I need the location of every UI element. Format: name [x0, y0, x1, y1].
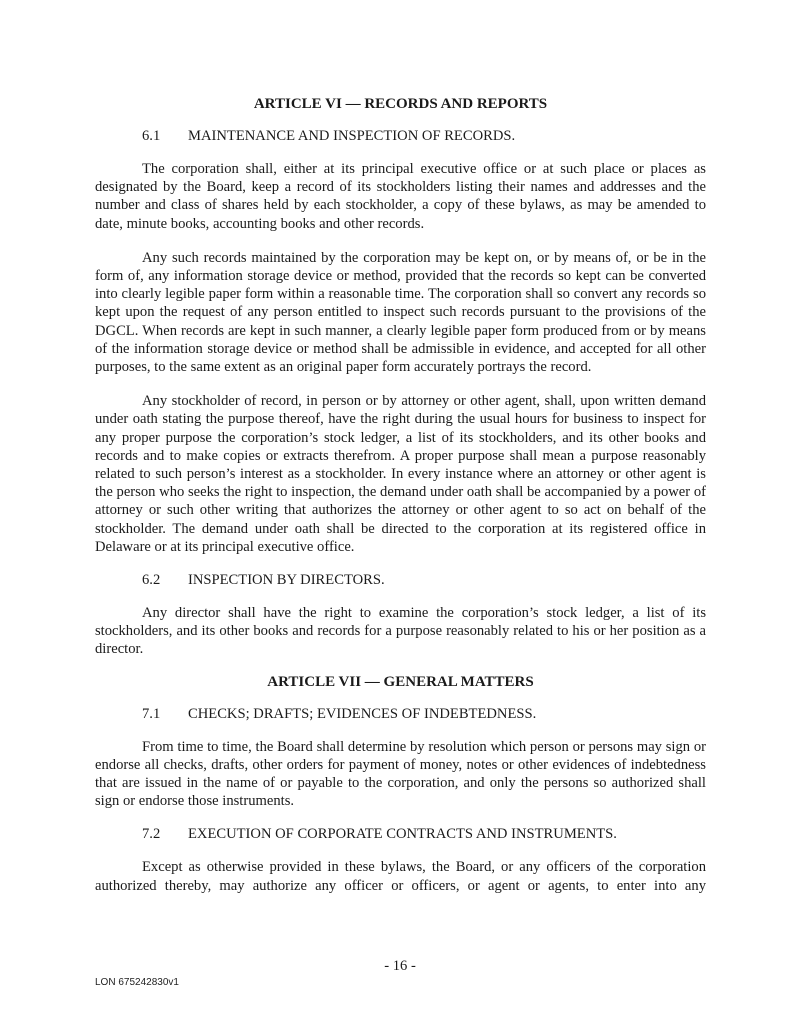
section-7-1-heading	[95, 705, 706, 723]
paragraph-6-1-c: Any stockholder of record, in person or by attorney or other agent, shall, upon written demand under oath stating the purpose thereof, have the right during the usual hours for business to inspect for any proper purpose the corporation’s stock ledger, a list of its stockholders, and its other books and records and to make copies or extracts therefrom. A proper purpose shall mean a purpose reasonably related to such person’s interest as a stockholder. In every instance where an attorney or other agent is the person who seeks the right to inspection, the demand under oath shall be accompanied by a power of attorney or such other writing that authorizes the attorney or other agent to so act on behalf of the stockholder. The demand under oath shall be directed to the corporation at its registered office in Delaware or at its principal executive office.	[95, 393, 706, 555]
article-vi-heading: ARTICLE VI — RECORDS AND REPORTS	[253, 96, 548, 112]
section-number: 7.1	[142, 705, 161, 722]
section-number: 6.1	[142, 128, 161, 144]
article-vii-heading: ARTICLE VII — GENERAL MATTERS	[267, 673, 534, 690]
section-title: EXECUTION OF CORPORATE CONTRACTS AND INSTRUMENTS.	[188, 826, 617, 843]
section-7-2-heading	[95, 825, 706, 843]
paragraph-7-1-a: From time to time, the Board shall determine by resolution which person or persons may sign or endorse all checks, drafts, other orders for payment of money, notes or other evidences of indebtedness that are issued in the name of or payable to the corporation, and only the persons so authorized shall sign or endorse those instruments.	[95, 738, 706, 810]
paragraph-6-1-a: The corporation shall, either at its principal executive office or at such place or places as designated by the Board, keep a record of its stockholders listing their names and addresses and the number and class of shares held by each stockholder, a copy of these bylaws, as may be amended to date, minute books, accounting books and other records.	[95, 161, 706, 232]
section-title: INSPECTION BY DIRECTORS.	[188, 572, 385, 589]
document-id: LON 675242830v1	[95, 977, 179, 988]
document-page	[95, 93, 706, 895]
page-number: - 16 -	[384, 958, 416, 974]
section-number: 6.2	[142, 572, 161, 589]
paragraph-7-2-a: Except as otherwise provided in these bylaws, the Board, or any officers of the corporation authorized thereby, may authorize any officer or officers, or agent or agents, to enter into any	[95, 859, 706, 894]
section-number: 7.2	[142, 826, 161, 843]
section-6-2-heading	[95, 571, 706, 589]
paragraph-6-1-b: Any such records maintained by the corporation may be kept on, or by means of, or be in the form of, any information storage device or method, provided that the records so kept can be converted into clearly legible paper form within a reasonable time. The corporation shall so convert any records so kept upon the request of any person entitled to inspect such records pursuant to the provisions of the DGCL. When records are kept in such manner, a clearly legible paper form produced from or by means of the information storage device or method shall be admissible in evidence, and accepted for all other purposes, to the same extent as an original paper form accurately portrays the record.	[95, 249, 706, 376]
paragraph-6-2-a: Any director shall have the right to examine the corporation’s stock ledger, a list of its stockholders, and its other books and records for a purpose reasonably related to his or her position as a director.	[95, 605, 706, 658]
section-title: MAINTENANCE AND INSPECTION OF RECORDS.	[188, 128, 516, 144]
section-6-1-heading	[95, 127, 706, 145]
section-title: CHECKS; DRAFTS; EVIDENCES OF INDEBTEDNESS.	[188, 705, 537, 722]
